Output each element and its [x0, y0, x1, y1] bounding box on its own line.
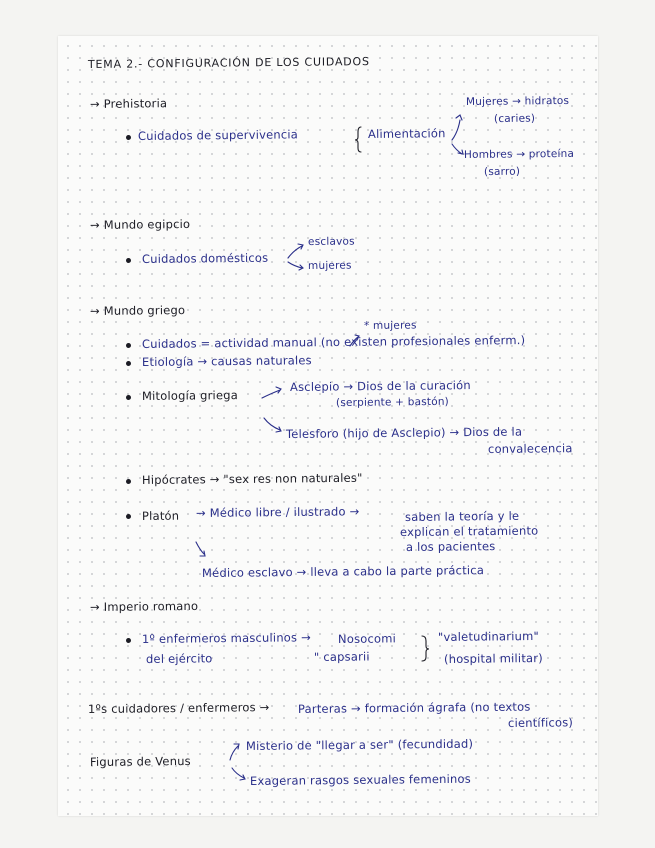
etiologia-line: Etiología → causas naturales — [141, 353, 312, 369]
egipcio-item: Cuidados domésticos — [141, 250, 269, 266]
valetudinarium-label: "valetudinarium" — [437, 628, 540, 644]
bullet — [126, 343, 131, 348]
cuidados-line: Cuidados = actividad manual (no existen profesionales enferm.) — [141, 332, 526, 351]
explican-line: explican el tratamiento — [399, 523, 539, 539]
primeros-label: 1ºs cuidadores / enfermeros → — [87, 700, 270, 716]
bullet — [126, 395, 131, 400]
star-mujeres-note: * mujeres — [363, 319, 417, 332]
cientificos-line: científicos) — [507, 715, 574, 730]
bullet — [126, 361, 131, 366]
exageran-line: Exageran rasgos sexuales femeninos — [249, 771, 471, 788]
bullet — [126, 135, 131, 140]
bullet — [126, 258, 131, 263]
asclepio-note: (serpiente + bastón) — [335, 395, 450, 409]
telesforo-cont: convalecencia — [487, 441, 573, 456]
section-heading-romano: → Imperio romano — [89, 598, 199, 614]
capsarii-label: " capsarii — [313, 649, 370, 664]
esclavos-note: esclavos — [307, 235, 355, 248]
telesforo-line: Telesforo (hijo de Asclepio) → Dios de la — [285, 424, 523, 441]
bullet — [126, 514, 131, 519]
medico-esclavo-line: Médico esclavo → lleva a cabo la parte práctica — [201, 563, 485, 580]
medico-libre-line: → Médico libre / ilustrado → — [195, 504, 360, 520]
alimentacion-label: Alimentación — [367, 126, 446, 141]
bullet — [126, 638, 131, 643]
enfermeros-line: 1º enfermeros masculinos → — [141, 630, 311, 646]
prehistoria-item: Cuidados de supervivencia — [137, 127, 299, 143]
venus-heading: Figuras de Venus — [89, 753, 191, 769]
section-heading-griego: → Mundo griego — [89, 303, 186, 318]
platon-label: Platón — [141, 508, 180, 523]
saben-line: saben la teoría y le — [404, 508, 520, 524]
section-heading-prehistoria: → Prehistoria — [89, 96, 168, 111]
section-heading-egipcio: → Mundo egipcio — [89, 216, 191, 232]
mujeres-note: Mujeres → hidratos — [465, 94, 570, 108]
asclepio-line: Asclepio → Dios de la curación — [289, 378, 471, 394]
pacientes-line: a los pacientes — [405, 539, 496, 554]
hospital-label: (hospital militar) — [443, 650, 543, 666]
sarro-note: (sarro) — [483, 165, 521, 178]
misterio-line: Misterio de "llegar a ser" (fecundidad) — [245, 736, 474, 753]
nosocomi-label: Nosocomi — [337, 631, 397, 646]
hombres-note: Hombres → proteína — [463, 147, 575, 161]
mitologia-line: Mitología griega — [141, 387, 239, 403]
egipcio-mujeres-note: mujeres — [307, 259, 352, 272]
page-title: TEMA 2.- CONFIGURACIÓN DE LOS CUIDADOS — [87, 55, 370, 71]
caries-note: (caries) — [493, 112, 536, 125]
hipocrates-line: Hipócrates → "sex res non naturales" — [141, 470, 363, 487]
parteras-line: Parteras → formación ágrafa (no textos — [297, 699, 531, 716]
bullet — [126, 479, 131, 484]
ejercito-line: del ejército — [145, 651, 213, 666]
